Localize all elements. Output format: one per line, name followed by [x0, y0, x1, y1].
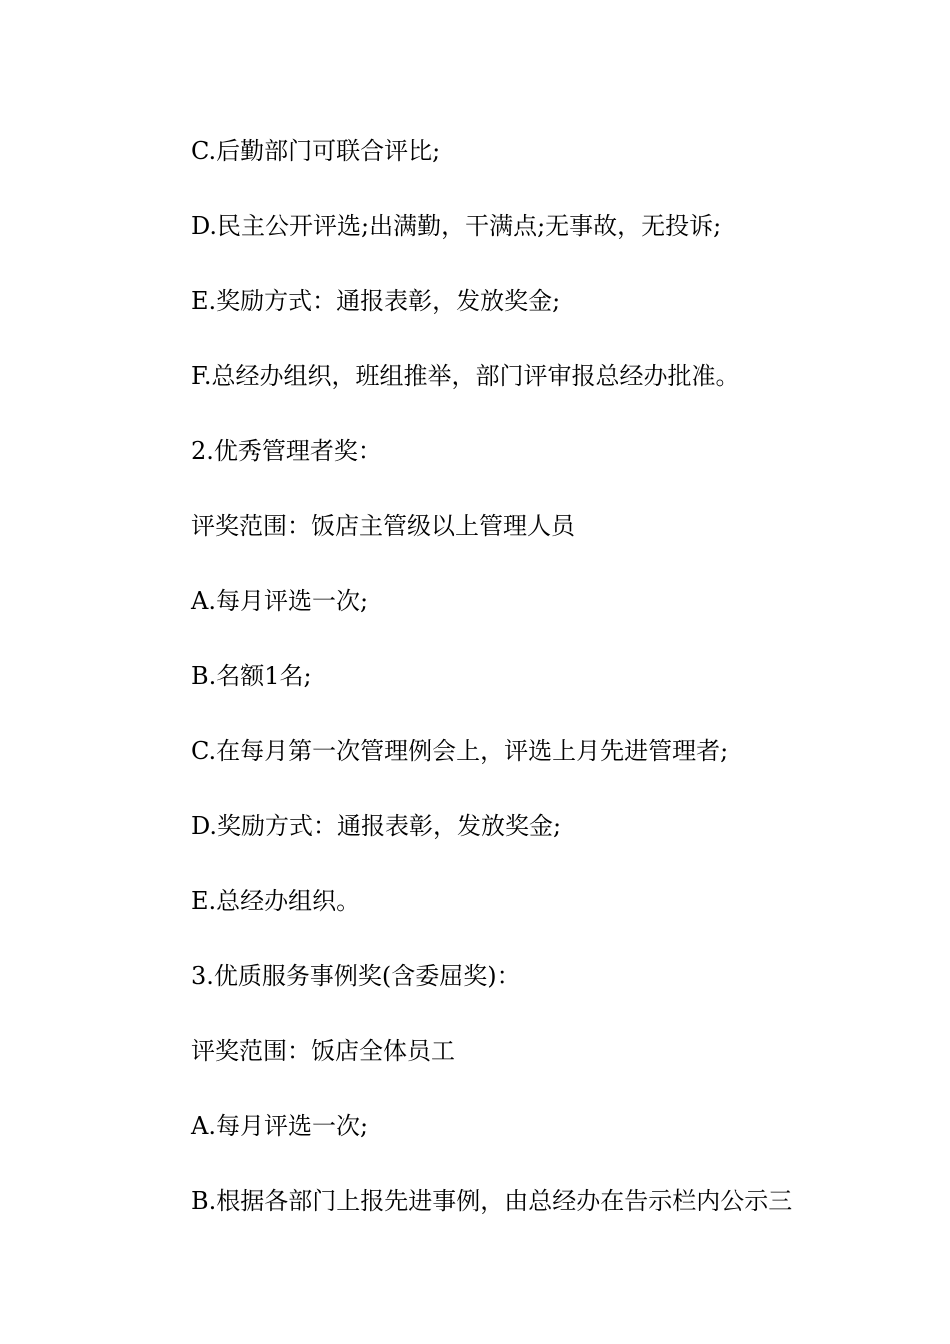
text-line: C.后勤部门可联合评比;: [191, 137, 441, 165]
text-line: F.总经办组织，班组推举，部门评审报总经办批准。: [191, 362, 740, 390]
text-line: C.在每月第一次管理例会上，评选上月先进管理者;: [191, 737, 729, 765]
text-line: B.名额1名;: [191, 662, 312, 690]
text-line: D.奖励方式：通报表彰，发放奖金;: [191, 812, 562, 840]
text-line: E.总经办组织。: [191, 887, 361, 915]
text-line: D.民主公开评选;出满勤，干满点;无事故，无投诉;: [191, 212, 722, 240]
section-heading: 3.优质服务事例奖(含委屈奖)：: [191, 962, 521, 990]
document-body: [191, 132, 831, 1257]
text-line: E.奖励方式：通报表彰，发放奖金;: [191, 287, 561, 315]
text-line: 评奖范围：饭店主管级以上管理人员: [191, 512, 575, 540]
text-line: A.每月评选一次;: [191, 1112, 369, 1140]
text-line: A.每月评选一次;: [191, 587, 369, 615]
section-heading: 2.优秀管理者奖：: [191, 437, 382, 465]
text-line: 评奖范围：饭店全体员工: [191, 1037, 455, 1065]
text-line: B.根据各部门上报先进事例，由总经办在告示栏内公示三: [191, 1187, 793, 1215]
